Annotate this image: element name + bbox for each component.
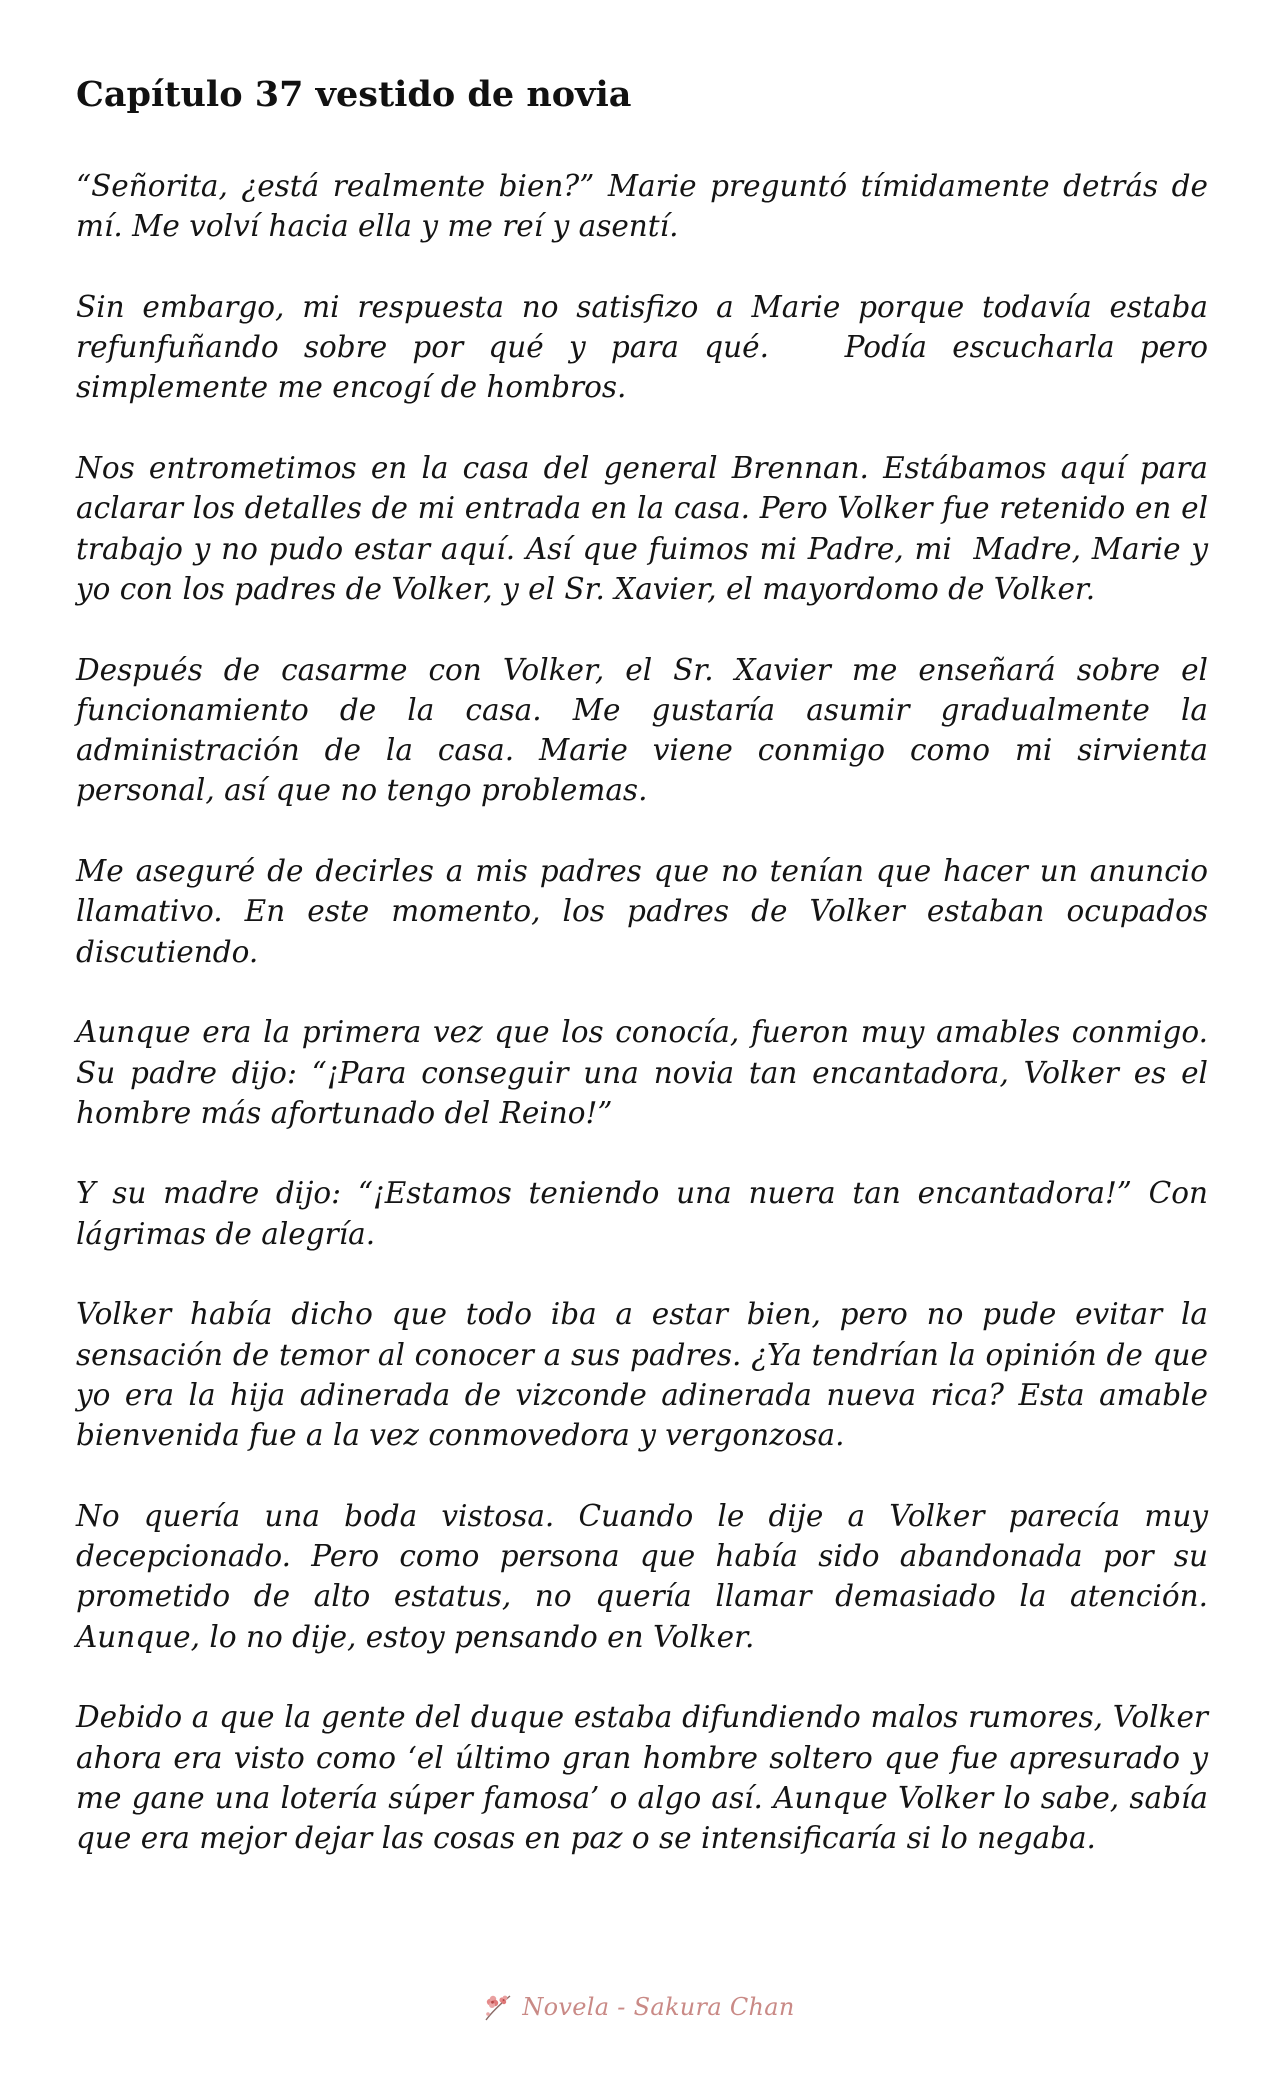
chapter-body xyxy=(76,166,1218,1899)
chapter-title: Capítulo 37 vestido de novia xyxy=(76,74,632,115)
footer-watermark xyxy=(0,1990,1275,2024)
paragraph: Nos entrometimos en la casa del general Brennan. Estábamos aquí para aclarar los detalles de mi entrada en la casa. Pero Volker fue retenido en el trabajo y no pudo estar aquí. Así que fuimos mi Padre, mi Madre, Marie y yo con los padres de Volker, y el Sr. Xavier, el mayordomo de Volker. xyxy=(76,451,1218,606)
paragraph: Me aseguré de decirles a mis padres que no tenían que hacer un anuncio llamativo. En este momento, los padres de Volker estaban ocupados discutiendo. xyxy=(76,854,1218,969)
paragraph: Sin embargo, mi respuesta no satisfizo a Marie porque todavía estaba refunfuñando sobre por qué y para qué. Podía escucharla pero simplemente me encogí de hombros. xyxy=(76,289,1218,405)
sakura-flower-icon xyxy=(480,1990,514,2024)
paragraph: Después de casarme con Volker, el Sr. Xavier me enseñará sobre el funcionamiento de la casa. Me gustaría asumir gradualmente la administración de la casa. Marie viene conmigo como mi sirvienta personal, así que no tengo problemas. xyxy=(76,652,1218,808)
paragraph: Aunque era la primera vez que los conocía, fueron muy amables conmigo. Su padre dijo: “¡Para conseguir una novia tan encantadora, Volker es el hombre más afortunado del Reino!” xyxy=(76,1015,1218,1130)
paragraph: No quería una boda vistosa. Cuando le dije a Volker parecía muy decepcionado. Pero como persona que había sido abandonada por su prometido de alto estatus, no quería llamar demasiado la atención. Aunque, lo no dije, estoy pensando en Volker. xyxy=(76,1498,1218,1654)
paragraph: Debido a que la gente del duque estaba difundiendo malos rumores, Volker ahora era visto como ‘el último gran hombre soltero que fue apresurado y me gane una lotería súper famosa’ o algo así. Aunque Volker lo sabe, sabía que era mejor dejar las cosas en paz o se intensificaría si lo negaba. xyxy=(76,1700,1218,1856)
paragraph: “Señorita, ¿está realmente bien?” Marie preguntó tímidamente detrás de mí. Me volví hacia ella y me reí y asentí. xyxy=(76,169,1218,244)
paragraph: Volker había dicho que todo iba a estar bien, pero no pude evitar la sensación de temor al conocer a sus padres. ¿Ya tendrían la opinión de que yo era la hija adinerada de vizconde adinerada nueva rica? Esta amable bienvenida fue a la vez conmovedora y vergonzosa. xyxy=(76,1297,1218,1453)
footer-text: Novela - Sakura Chan xyxy=(522,1993,795,2021)
paragraph: Y su madre dijo: “¡Estamos teniendo una nuera tan encantadora!” Con lágrimas de alegría. xyxy=(76,1176,1218,1251)
